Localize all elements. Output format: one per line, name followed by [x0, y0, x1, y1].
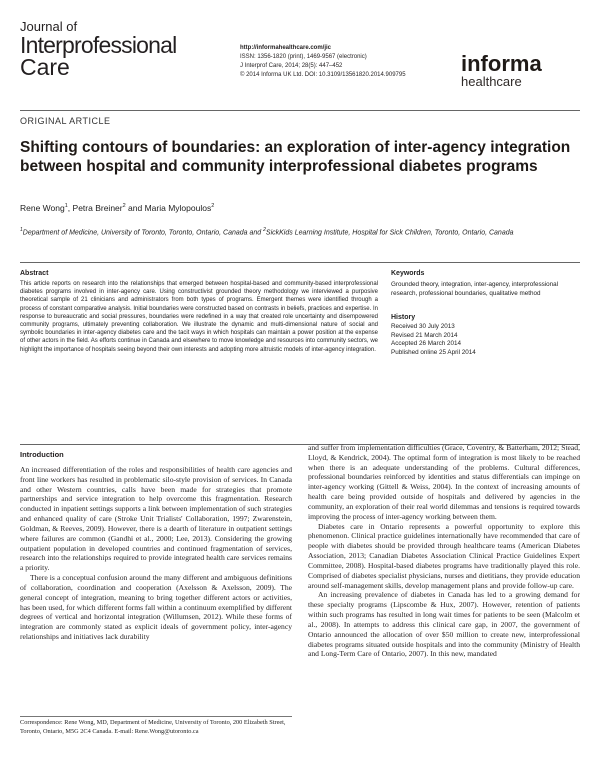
history-heading: History: [391, 314, 416, 322]
copyright-doi: © 2014 Informa UK Ltd. DOI: 10.3109/13561820.2014.909795: [240, 72, 406, 78]
body-paragraph: An increasing prevalence of diabetes in Canada has led to a growing demand for these specialty programs (Lipscombe & Hux, 2007). However, retention of patients within such programs has resulted in long wait times for patients to be seen (Malcolm et al., 2008). In attempts to address this clinical care gap, in 2007, the government of Ontario announced the allocation of over $50 million to create new, interprofessional diabetes programs situated outside hospitals and into the community (Ministry of Health and Long-Term Care of Ontario, 2007). In this new, mandated: [308, 590, 580, 659]
author-name: Maria Mylopoulos: [144, 203, 212, 213]
header-divider: [20, 110, 580, 111]
keywords-section: [391, 269, 581, 358]
issn: ISSN: 1356-1820 (print), 1469-9567 (electronic): [240, 54, 367, 60]
correspondence-footnote: Correspondence: Rene Wong, MD, Department of Medicine, University of Toronto, 200 Elizabeth Street, Toronto, Ontario, M5G 2C4 Canada. E-mail: Rene.Wong@utoronto.ca: [20, 719, 286, 735]
history-item: Accepted 26 March 2014: [391, 340, 462, 348]
affiliation-mark: 2: [263, 227, 266, 233]
author-separator: and: [125, 203, 145, 213]
author-affiliation-mark: 1: [64, 203, 68, 210]
affiliation-text: SickKids Learning Institute, Hospital for Sick Children, Toronto, Ontario, Canada: [265, 229, 514, 237]
publisher-sub: healthcare: [461, 74, 522, 89]
author-separator: ,: [67, 203, 73, 213]
publisher-name: informa: [461, 51, 542, 76]
journal-url[interactable]: http://informahealthcare.com/jic: [240, 45, 332, 51]
body-column-right: [308, 443, 580, 659]
author-name: Petra Breiner: [72, 203, 123, 213]
abstract-section: [20, 269, 378, 354]
history-item: Revised 21 March 2014: [391, 331, 458, 339]
publisher-logo: [461, 53, 581, 89]
keywords-text: Grounded theory, integration, inter-agency, interprofessional research, professional boundaries, qualitative method: [391, 281, 559, 297]
journal-logo: [20, 20, 180, 78]
article-title: Shifting contours of boundaries: an exploration of inter-agency integration between hospital and community interprofessional diabetes programs: [20, 139, 571, 175]
introduction-heading: Introduction: [20, 450, 64, 459]
journal-logo-line3: Care: [20, 54, 70, 80]
abstract-text: This article reports on research into the relationships that emerged between hospital-based and community-based interprofessional diabetes programs involved in inter-agency care. Using constructivist grounded theory methodology we interviewed a purposive theoretical sample of 21 clinicians and administrators from both types of programs. Emergent themes were identified through a process of constant comparative analysis. Initial boundaries were constructed based on contrasts in beliefs, practices and expertise. In response to bureaucratic and social pressures, boundaries were redefined in a way that created role uncertainty and disempowered community programs, ultimately preventing collaboration. We illustrate the dynamic and multi-dimensional nature of social and symbolic boundaries in inter-agency diabetes care and the tacit ways in which hospitals can maintain a power position at the expense of other actors in the field. As efforts continue in Canada and elsewhere to move knowledge and resources into community sectors, we highlight the importance of hospitals seeing beyond their own interests and adopting more altruistic models of inter-agency integration.: [20, 281, 378, 353]
abstract-divider: [20, 262, 580, 263]
affiliations: [20, 225, 565, 238]
author-list: [20, 203, 214, 213]
footnote-divider: [20, 716, 292, 717]
affiliation-text: Department of Medicine, University of Toronto, Toronto, Ontario, Canada and: [22, 229, 264, 237]
history-list: [391, 323, 581, 357]
citation: J Interprof Care, 2014; 28(5): 447–452: [240, 63, 343, 69]
author-name: Rene Wong: [20, 203, 65, 213]
journal-logo-line2: Interprofessional: [20, 32, 177, 58]
body-paragraph: and suffer from implementation difficulties (Grace, Coventry, & Batterham, 2012; Stead, Lloyd, & Kendrick, 2004). The optimal form of integration is most likely to be reached when there is an adequate understanding of the problems. Cultural differences, professional boundaries reinforced by identities and status differentials can impinge on inter-agency working (Gittell & Weiss, 2004). In the context of increasing amounts of health care being provided outside of hospitals and delivered by agencies in the community, an exploration of their real world dilemmas and tensions is required towards improving the process of inter-agency working between them.: [308, 443, 580, 521]
body-column-left: [20, 449, 292, 642]
body-paragraph: An increased differentiation of the roles and responsibilities of health care agencies and front line workers has resulted in problematic silo-style provision of services. In Canada and other Western countries, calls have been made for strategies that promote partnerships and service integration to help overcome this fragmentation. Research conducted in inpatient settings supports a link between implementation of such strategies and enhanced quality of care (Stroke Unit Trialists' Collaboration, 1997; Zwarenstein, Goldman, & Reeves, 2009). However, there is a dearth of literature in outpatient settings where failures are common (Gandhi et al., 2000; Lee, 2013). Considering the growing outpatient population in developed countries and continued fragmentation of services, research into the relationships required to provide integrated health care services remains a priority.: [20, 465, 292, 573]
affiliation-mark: 1: [20, 227, 23, 233]
article-type-label: ORIGINAL ARTICLE: [20, 116, 111, 126]
publication-info: [240, 44, 440, 80]
journal-logo-line1: Journal of: [20, 19, 78, 34]
history-item: Received 30 July 2013: [391, 323, 455, 331]
author-affiliation-mark: 2: [211, 203, 215, 210]
abstract-heading: Abstract: [20, 270, 49, 277]
body-paragraph: There is a conceptual confusion around the many different and ambiguous definitions of collaboration, coordination and cooperation (Axelsson & Axelsson, 2009). The general concept of integration, meaning to bring together different actors or activities, has been used, for which different forms fall within a continuum exemplified by different degrees of vertical and horizontal integration (Willumsen, 2012). While these forms of integration are commonly stated as explicit ideals of government policy, inter-agency relationships and initiatives lack durability: [20, 573, 292, 642]
keywords-heading: Keywords: [391, 270, 425, 277]
body-paragraph: Diabetes care in Ontario represents a powerful opportunity to explore this phenomenon. Clinical practice guidelines internationally have recommended that care of people with diabetes should be provided through healthcare teams (American Diabetes Association, 2013; Canadian Diabetes Association Clinical Practice Guidelines Expert Committee, 2008). Hospital-based diabetes programs have traditionally played this role. Comprised of diabetes specialist physicians, nurses and dietitians, they provide education around self-management skills, develop management plans and provide follow-up care.: [308, 521, 580, 590]
author-affiliation-mark: 2: [122, 203, 126, 210]
history-item: Published online 25 April 2014: [391, 348, 476, 356]
